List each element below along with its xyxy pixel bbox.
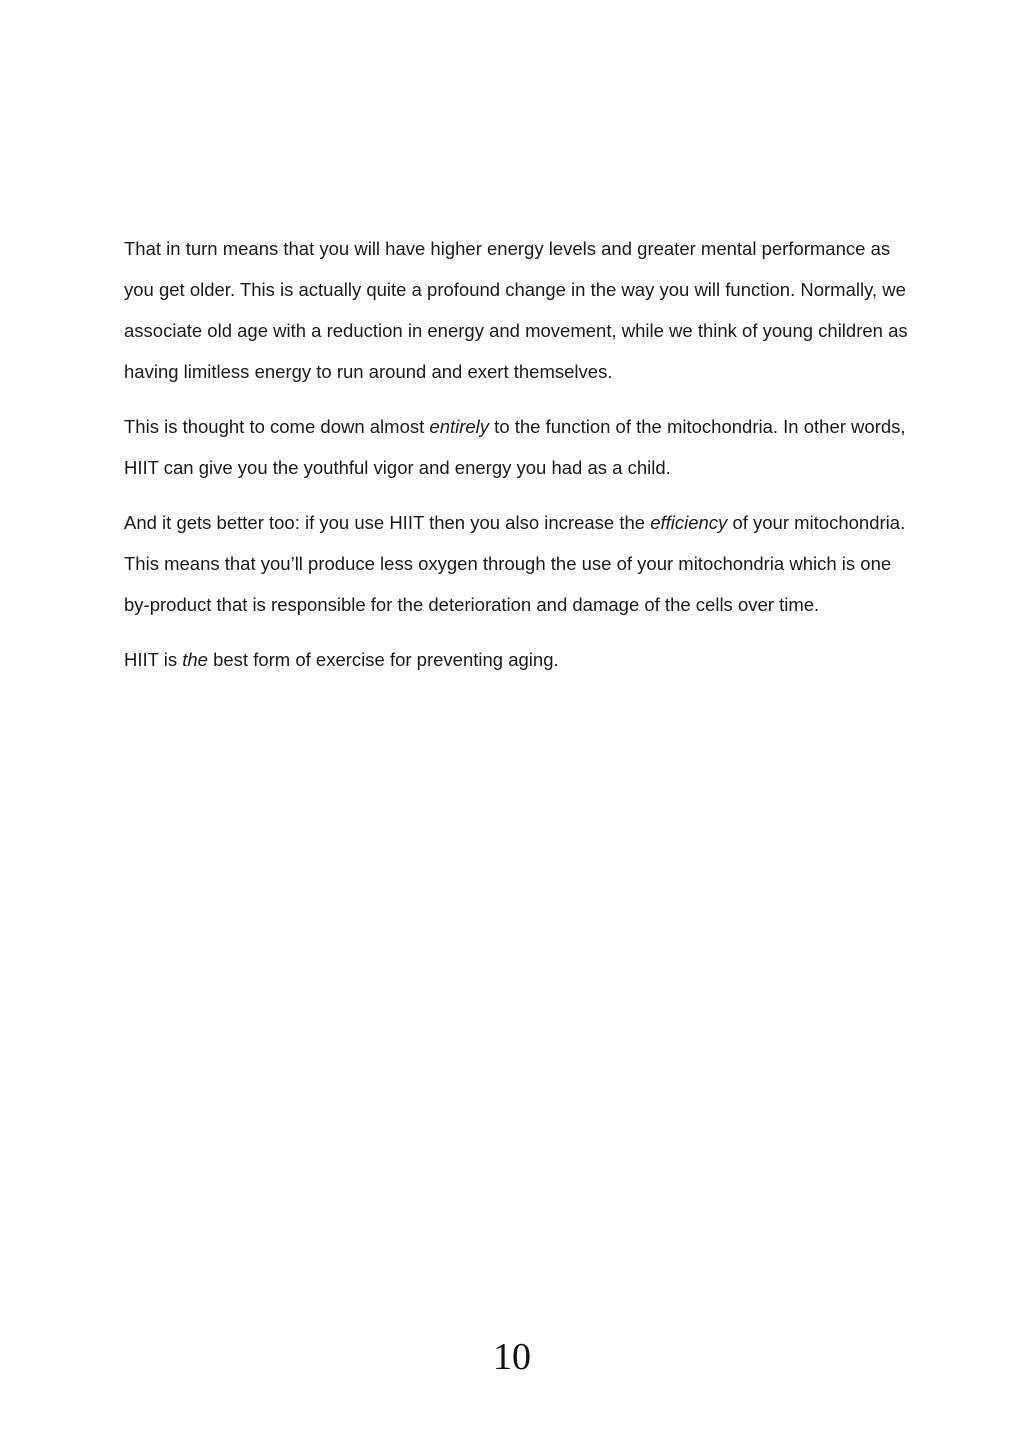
paragraph-4-text-start: HIIT is (124, 649, 183, 670)
paragraph-2-text-end: to the function of the mitochondria. In other words, HIIT can give you the youthful vigor and energy you had as a child. (124, 416, 906, 478)
paragraph-3 (124, 502, 914, 625)
paragraph-1-text: That in turn means that you will have higher energy levels and greater mental performance as you get older. This is actually quite a profound change in the way you will function. Normally, we associate old age with a reduction in energy and movement, while we think of young children as having limitless energy to run around and exert themselves. (124, 238, 908, 382)
paragraph-3-text-start: And it gets better too: if you use HIIT then you also increase the (124, 512, 651, 533)
page-number: 10 (493, 1336, 531, 1378)
paragraph-3-text-end: of your mitochondria. This means that you’ll produce less oxygen through the use of your mitochondria which is one by-product that is responsible for the deterioration and damage of the cells over time. (124, 512, 906, 615)
paragraph-3-emphasis: efficiency (650, 512, 728, 533)
paragraph-4 (124, 639, 914, 680)
paragraph-4-text-end: best form of exercise for preventing aging. (207, 649, 559, 670)
paragraph-2 (124, 406, 914, 488)
body-text (124, 228, 914, 694)
paragraph-2-emphasis: entirely (429, 416, 490, 437)
paragraph-2-text-start: This is thought to come down almost (124, 416, 430, 437)
paragraph-1 (124, 228, 914, 392)
paragraph-4-emphasis: the (182, 649, 208, 670)
